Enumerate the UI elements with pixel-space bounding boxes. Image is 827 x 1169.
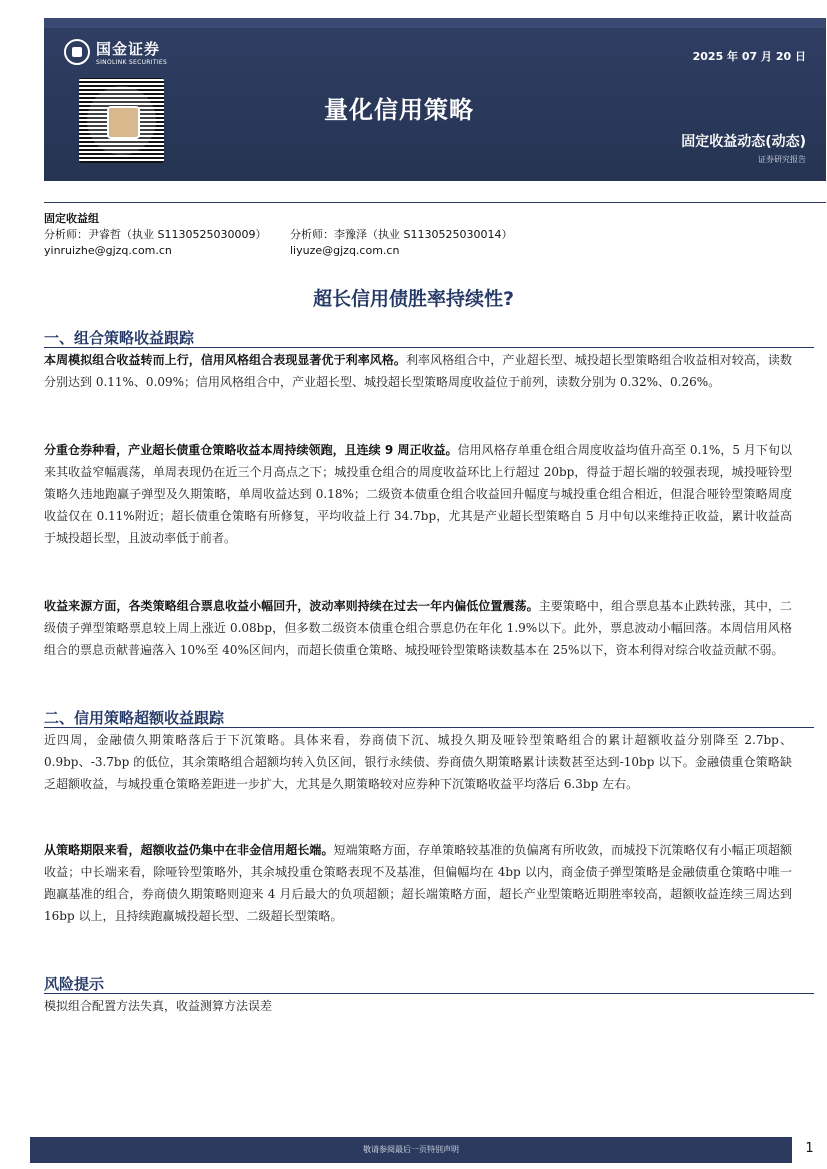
section-1-paragraph-3 (44, 595, 792, 661)
section-3-paragraph-1 (44, 995, 792, 1017)
company-logo (64, 38, 167, 66)
section-3-title: 风险提示 (44, 975, 105, 993)
report-type: 证券研究报告 (758, 155, 806, 164)
section-2-rule (44, 727, 814, 728)
risk-warning-text: 模拟组合配置方法失真，收益测算方法误差 (44, 999, 273, 1013)
section-1-p2-body: 信用风格存单重仓组合周度收益均值升高至 0.1%，5 月下旬以来其收益窄幅震荡，单周表现仍在近三个月高点之下；城投重仓组合的周度收益环比上行超过 20bp，得益于超长端的较强表现，城投哑铃型策略久违地跑赢子弹型及久期策略，单周收益达到 0.18%；二级资本债重仓组合收益回升幅度与城投重仓组合相近，但混合哑铃型策略周度收益仅在 0.11%附近；超长债重仓策略有所修复，平均收益上行 34.7bp，尤其是产业超长型策略自 5 月中旬以来维持正收益，累计收益高于城投超长型，且波动率低于前者。 (44, 443, 792, 545)
page-number: 1 (805, 1141, 814, 1156)
logo-english-name: SINOLINK SECURITIES (96, 59, 168, 66)
section-1-p1-lead: 本周模拟组合收益转而上行，信用风格组合表现显著优于利率风格。 (44, 353, 406, 367)
qr-code-icon (79, 78, 164, 163)
section-1-paragraph-1 (44, 349, 792, 393)
analyst-1-email[interactable]: yinruizhe@gjzq.com.cn (44, 244, 172, 257)
section-1-paragraph-2 (44, 439, 792, 549)
report-header (44, 18, 826, 181)
logo-chinese-name: 国金证券 (96, 40, 161, 58)
section-1-rule (44, 347, 814, 348)
section-2-paragraph-2 (44, 839, 792, 927)
analyst-2: 分析师：李豫泽（执业 S1130525030014） (290, 228, 513, 241)
section-2-title: 二、信用策略超额收益跟踪 (44, 709, 225, 727)
header-top-band (44, 18, 826, 28)
section-1-p2-lead: 分重仓券种看，产业超长债重仓策略收益本周持续领跑，且连续 9 周正收益。 (44, 443, 458, 457)
section-2-p1-body: 近四周，金融债久期策略落后于下沉策略。具体来看，券商债下沉、城投久期及哑铃型策略组合的累计超额收益分别降至 2.7bp、0.9bp、-3.7bp 的低位，其余策略组合超额均转入负区间，银行永续债、券商债久期策略累计读数甚至达到-10bp 以下。金融债重仓策略缺乏超额收益，与城投重仓策略差距进一步扩大，尤其是久期策略较对应券种下沉策略收益平均落后 6.3bp 左右。 (44, 733, 792, 791)
document-title: 超长信用债胜率持续性? (312, 288, 515, 310)
section-1-title: 一、组合策略收益跟踪 (44, 329, 195, 347)
report-date: 2025 年 07 月 20 日 (692, 50, 806, 63)
analyst-info (44, 211, 512, 259)
section-2-p2-lead: 从策略期限来看，超额收益仍集中在非金信用超长端。 (44, 843, 334, 857)
section-2-paragraph-1 (44, 729, 792, 795)
footer-disclaimer: 敬请参阅最后一页特别声明 (363, 1145, 459, 1154)
page-footer (30, 1137, 792, 1163)
section-1-p1-body: 利率风格组合中，产业超长型、城投超长型策略组合收益相对较高，读数分别达到 0.11%、0.09%；信用风格组合中，产业超长型、城投超长型策略周度收益位于前列，读数分别为 0.32%、0.26%。 (44, 353, 792, 389)
section-1-p3-lead: 收益来源方面，各类策略组合票息收益小幅回升，波动率则持续在过去一年内偏低位置震荡。 (44, 599, 539, 613)
team-name: 固定收益组 (44, 212, 99, 225)
report-category: 固定收益动态(动态) (681, 134, 806, 150)
analyst-2-email[interactable]: liyuze@gjzq.com.cn (290, 244, 400, 257)
header-divider (44, 202, 826, 203)
section-1-p3-body: 主要策略中，组合票息基本止跌转涨，其中，二级债子弹型策略票息较上周上涨近 0.08bp，但多数二级资本债重仓组合票息仍在年化 1.9%以下。此外，票息波动小幅回落。本周信用风格组合的票息贡献普遍落入 10%至 40%区间内，而超长债重仓策略、城投哑铃型策略读数基本在 25%以下，资本利得对综合收益贡献不弱。 (44, 599, 792, 657)
logo-mark-icon (64, 39, 90, 65)
qr-center-logo-icon (107, 106, 140, 139)
section-3-rule (44, 993, 814, 994)
analyst-1: 分析师：尹睿哲（执业 S1130525030009） (44, 228, 267, 241)
section-2-p2-body: 短端策略方面，存单策略较基准的负偏离有所收敛，而城投下沉策略仅有小幅正项超额收益；中长端来看，除哑铃型策略外，其余城投重仓策略表现不及基准，但偏幅均在 4bp 以内，商金债子弹型策略是金融债重仓策略中唯一跑赢基准的组合，券商债久期策略则迎来 4 月后最大的负项超额；超长端策略方面，超长产业型策略近期胜率较高，超额收益连续三周达到 16bp 以上，且持续跑赢城投超长型、二级超长型策略。 (44, 843, 792, 923)
report-series-title: 量化信用策略 (324, 96, 474, 124)
